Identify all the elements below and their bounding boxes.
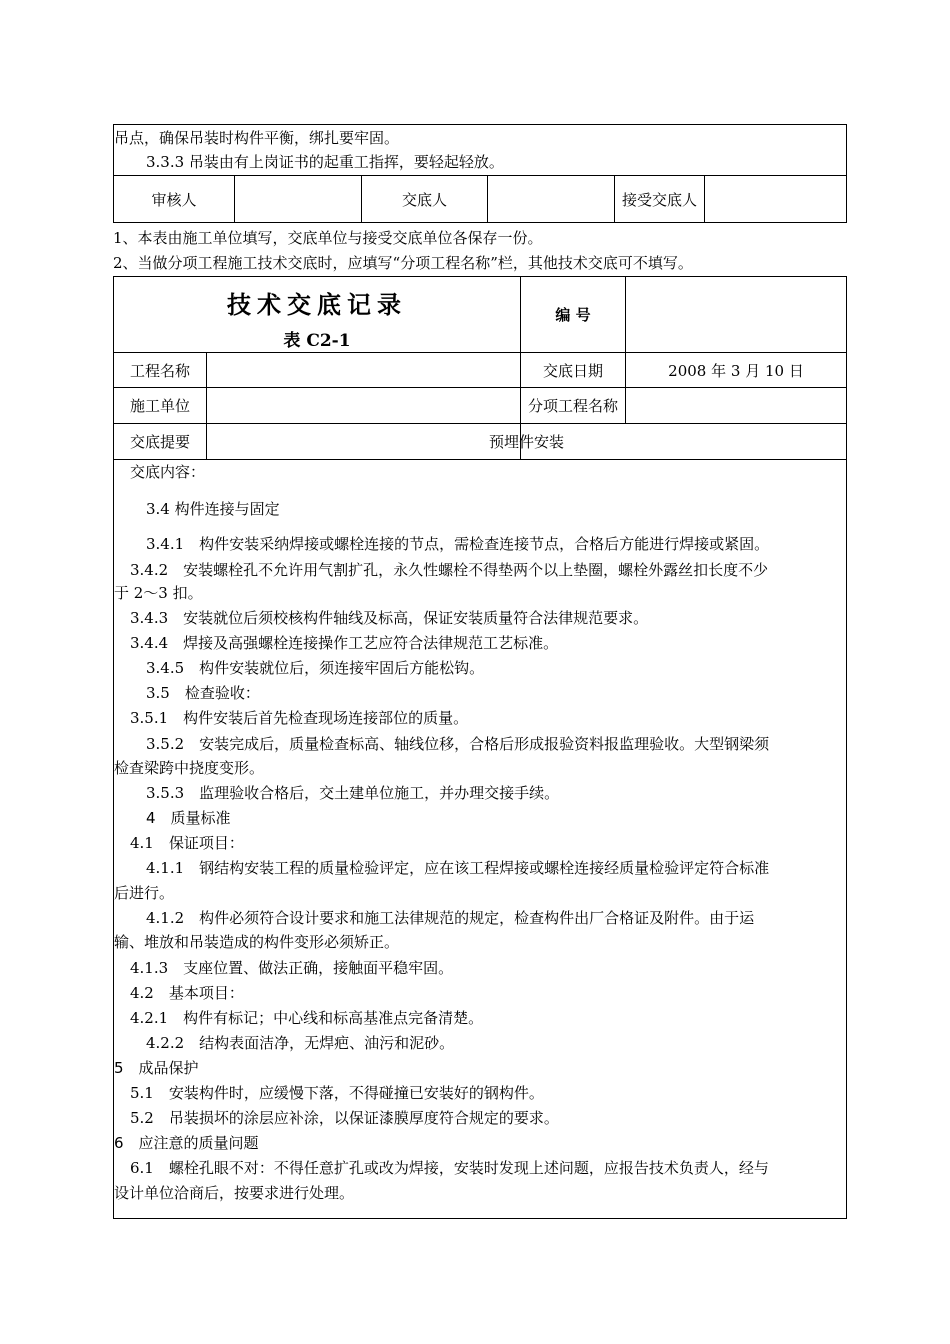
content-line: 4.1.3 支座位置、做法正确，接触面平稳牢固。 — [130, 959, 454, 977]
content-line: 6 应注意的质量问题 — [114, 1134, 259, 1152]
summary-label: 交底提要 — [129, 433, 190, 451]
note-1: 1、本表由施工单位填写，交底单位与接受交底单位各保存一份。 — [113, 229, 543, 247]
content-line: 3.4 构件连接与固定 — [146, 500, 280, 518]
discloser-label: 交底人 — [401, 190, 447, 209]
content-label: 交底内容： — [130, 463, 206, 481]
form-row-divider — [113, 459, 847, 460]
content-line: 4.1.1 钢结构安装工程的质量检验评定，应在该工程焊接或螺栓连接经质量检验评定符合标准 — [146, 859, 770, 877]
content-line: 设计单位洽商后，按要求进行处理。 — [114, 1184, 355, 1202]
unit-label: 施工单位 — [129, 397, 190, 415]
content-line: 4.2.2 结构表面洁净，无焊疤、油污和泥砂。 — [146, 1034, 455, 1052]
unit-value — [207, 388, 520, 423]
content-line: 3.4.1 构件安装采纳焊接或螺栓连接的节点，需检查连接节点，合格后方能进行焊接或紧固。 — [146, 535, 770, 553]
content-line: 输、堆放和吊装造成的构件变形必须矫正。 — [114, 933, 400, 951]
discloser-value — [488, 176, 614, 222]
date-label: 交底日期 — [542, 361, 603, 380]
content-line: 3.4.5 构件安装就位后，须连接牢固后方能松钩。 — [146, 659, 485, 677]
content-line: 6.1 螺栓孔眼不对：不得任意扩孔或改为焊接，安装时发现上述问题，应报告技术负责人，经与 — [130, 1159, 769, 1177]
content-line: 5.1 安装构件时，应缓慢下落，不得碰撞已安装好的钢构件。 — [130, 1084, 544, 1102]
content-line: 3.4.4 焊接及高强螺栓连接操作工艺应符合法律规范工艺标准。 — [130, 634, 559, 652]
content-line: 5 成品保护 — [114, 1059, 199, 1077]
subproject-value — [626, 388, 846, 423]
content-line: 5.2 吊装损坏的涂层应补涂，以保证漆膜厚度符合规定的要求。 — [130, 1109, 559, 1127]
content-line: 3.4.2 安装螺栓孔不允许用气割扩孔，永久性螺栓不得垫两个以上垫圈，螺栓外露丝扣长度不少 — [130, 561, 769, 579]
top-line-2: 3.3.3 吊装由有上岗证书的起重工指挥，要轻起轻放。 — [146, 153, 504, 171]
reviewer-value — [235, 176, 361, 222]
number-value — [626, 277, 846, 351]
top-line-1: 吊点，确保吊装时构件平衡，绑扎要牢固。 — [114, 129, 400, 147]
content-line: 3.5.2 安装完成后，质量检查标高、轴线位移，合格后形成报验资料报监理验收。大型钢梁须 — [146, 735, 770, 753]
date-value: 2008 年 3 月 10 日 — [668, 361, 804, 380]
content-line: 4.2.1 构件有标记；中心线和标高基准点完备清楚。 — [130, 1009, 484, 1027]
content-line: 检查梁跨中挠度变形。 — [114, 759, 265, 777]
reviewer-label: 审核人 — [151, 190, 197, 209]
project-name-label: 工程名称 — [129, 361, 190, 380]
subproject-label: 分项工程名称 — [527, 397, 618, 415]
form-subtitle: 表 C2-1 — [283, 330, 351, 351]
number-label: 编 号 — [555, 305, 591, 324]
content-line: 于 2～3 扣。 — [114, 584, 203, 602]
content-line: 后进行。 — [114, 884, 175, 902]
content-line: 3.4.3 安装就位后须校核构件轴线及标高，保证安装质量符合法律规范要求。 — [130, 609, 649, 627]
content-line: 4.1.2 构件必须符合设计要求和施工法律规范的规定，检查构件出厂合格证及附件。由于运 — [146, 909, 755, 927]
content-line: 3.5.3 监理验收合格后，交土建单位施工，并办理交接手续。 — [146, 784, 560, 802]
content-line: 3.5.1 构件安装后首先检查现场连接部位的质量。 — [130, 709, 469, 727]
content-line: 3.5 检查验收： — [146, 684, 260, 702]
content-line: 4 质量标准 — [146, 809, 231, 827]
content-line: 4.1 保证项目： — [130, 834, 244, 852]
note-2: 2、当做分项工程施工技术交底时，应填写“分项工程名称”栏，其他技术交底可不填写。 — [113, 254, 693, 272]
content-line: 4.2 基本项目： — [130, 984, 244, 1002]
receiver-label: 接受交底人 — [621, 190, 697, 209]
form-title: 技术交底记录 — [227, 289, 407, 319]
project-name-value — [207, 353, 520, 387]
summary-value: 预埋件安装 — [488, 433, 564, 451]
receiver-value — [705, 176, 846, 222]
